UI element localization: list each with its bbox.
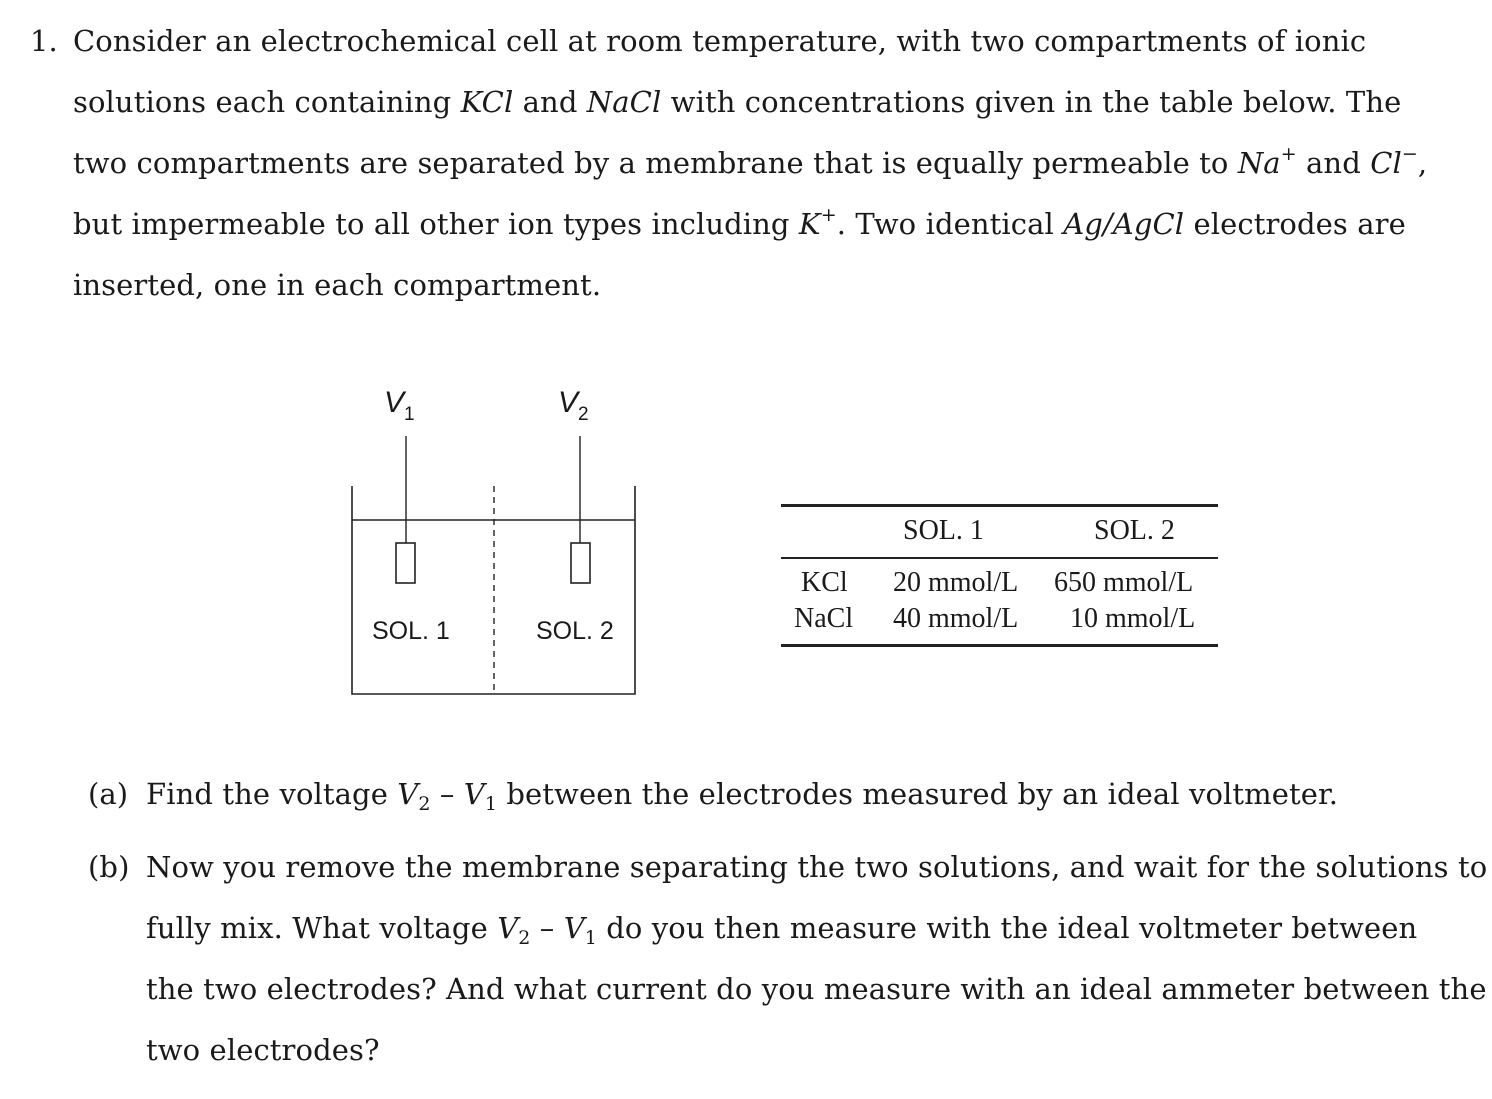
sodium-ion: Na+ bbox=[1237, 143, 1297, 180]
nacl-formula: NaCl bbox=[586, 85, 662, 119]
sol1-label: SOL. 1 bbox=[372, 617, 450, 645]
table-row-kcl-sol1: 20 mmol/L bbox=[893, 567, 1019, 598]
part-a-label: (a) bbox=[88, 777, 129, 811]
part-b-label: (b) bbox=[88, 850, 130, 884]
stem-line-2: solutions each containing KCl and NaCl with concentrations given in the table below. The bbox=[73, 85, 1402, 119]
sol2-label: SOL. 2 bbox=[536, 617, 614, 645]
table-top-rule bbox=[781, 504, 1218, 507]
table-bottom-rule bbox=[781, 644, 1218, 647]
part-a-text: Find the voltage $V_2 - V_1$ between the electrodes measured by an ideal voltmeter. bbox=[146, 777, 1339, 815]
table-row-nacl-label: NaCl bbox=[794, 603, 854, 634]
v2-label: $V_2$ bbox=[558, 386, 589, 425]
stem-line-3: two compartments are separated by a membrane that is equally permeable to Na+ and Cl−, bbox=[73, 143, 1428, 180]
table-header-sol2: SOL. 2 bbox=[1094, 515, 1175, 546]
electrode-1 bbox=[396, 543, 415, 583]
stem-line-5: inserted, one in each compartment. bbox=[73, 268, 602, 302]
cell-diagram bbox=[340, 378, 660, 708]
chloride-ion: Cl− bbox=[1370, 143, 1418, 180]
part-b-line-4: two electrodes? bbox=[146, 1033, 380, 1067]
potassium-ion: K+ bbox=[798, 204, 837, 241]
table-row-nacl-sol1: 40 mmol/L bbox=[893, 603, 1019, 634]
electrode-formula: Ag/AgCl bbox=[1063, 207, 1185, 241]
electrode-2 bbox=[571, 543, 590, 583]
part-b-line-2: fully mix. What voltage $V_2 - V_1$ do you then measure with the ideal voltmeter between bbox=[146, 911, 1418, 949]
question-number: 1. bbox=[30, 24, 58, 58]
table-row-kcl-sol2: 650 mmol/L bbox=[1054, 567, 1194, 598]
table-mid-rule bbox=[781, 557, 1218, 559]
table-row-kcl-label: KCl bbox=[801, 567, 848, 598]
part-b-line-3: the two electrodes? And what current do you measure with an ideal ammeter between the bbox=[146, 972, 1487, 1006]
stem-line-4: but impermeable to all other ion types including K+. Two identical Ag/AgCl electrodes are bbox=[73, 204, 1406, 241]
part-b-line-1: Now you remove the membrane separating the two solutions, and wait for the solutions to bbox=[146, 850, 1488, 884]
v1-label: $V_1$ bbox=[384, 386, 415, 425]
table-row-nacl-sol2: 10 mmol/L bbox=[1070, 603, 1196, 634]
table-header-sol1: SOL. 1 bbox=[903, 515, 984, 546]
stem-line-1: Consider an electrochemical cell at room temperature, with two compartments of ionic bbox=[73, 24, 1367, 58]
kcl-formula: KCl bbox=[460, 85, 514, 119]
